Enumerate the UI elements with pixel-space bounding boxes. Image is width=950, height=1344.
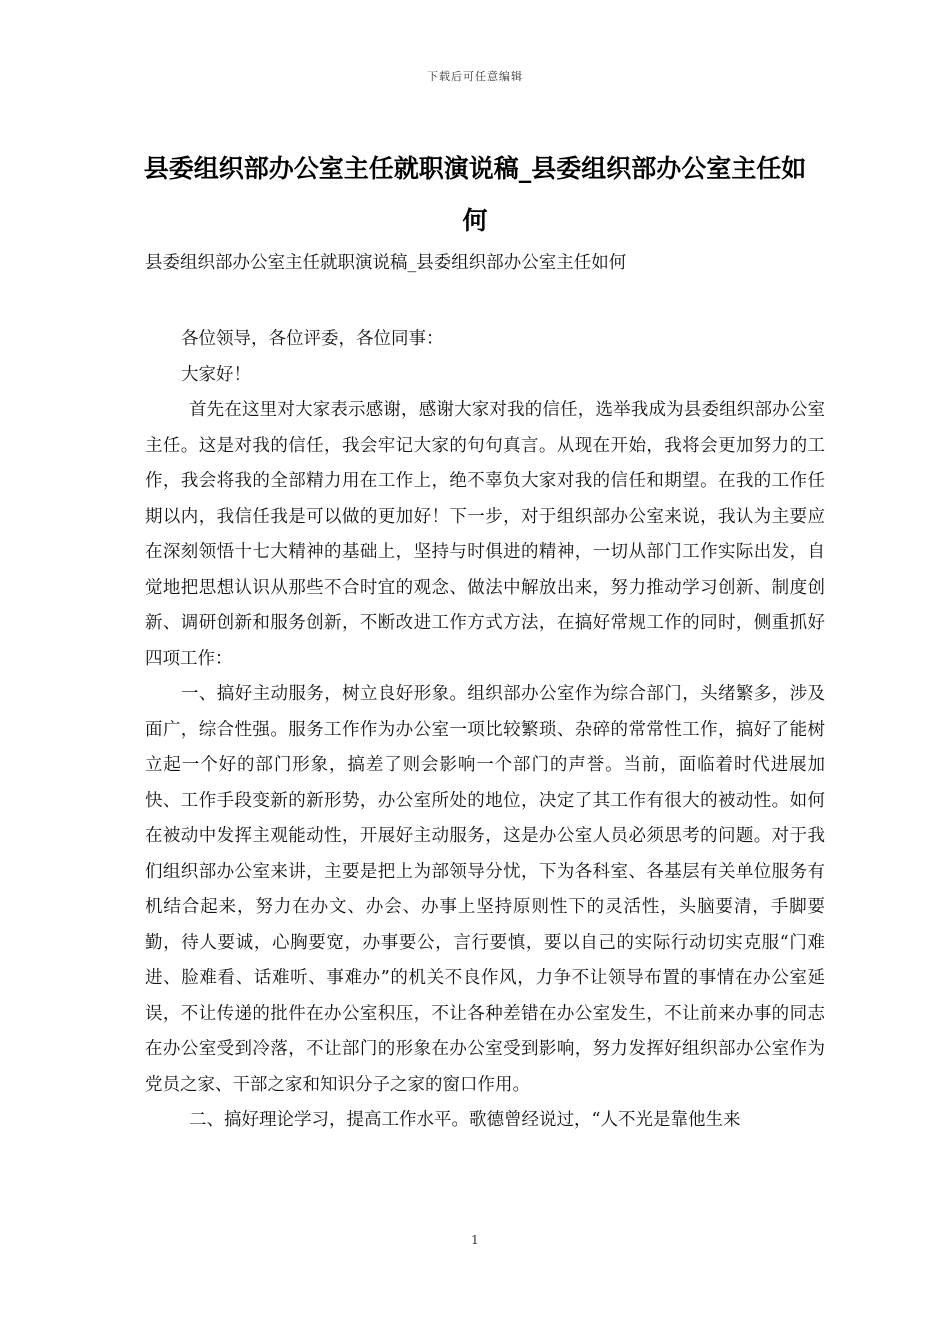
document-title: 县委组织部办公室主任就职演说稿_县委组织部办公室主任如何 <box>143 154 807 235</box>
point-one-paragraph: 一、搞好主动服务，树立良好形象。组织部办公室作为综合部门，头绪繁多，涉及面广，综合性强。服务工作作为办公室一项比较繁琐、杂碎的常常性工作，搞好了能树立起一个好的部门形象，搞差了则会影响一个部门的声誉。当前，面临着时代进展加快、工作手段变新的新形势，办公室所处的地位，决定了其工作有很大的被动性。如何在被动中发挥主观能动性，开展好主动服务，这是办公室人员必须思考的问题。对于我们组织部办公室来讲，主要是把上为部领导分忧，下为各科室、各基层有关单位服务有机结合起来，努力在办文、办会、办事上坚持原则性下的灵活性，头脑要清，手脚要勤，待人要诚，心胸要宽，办事要公，言行要慎，要以自己的实际行动切实克服“门难进、脸难看、话难听、事难办”的机关不良作风，力争不让领导布置的事情在办公室延误，不让传递的批件在办公室积压，不让各种差错在办公室发生，不让前来办事的同志在办公室受到冷落，不让部门的形象在办公室受到影响，努力发挥好组织部办公室作为党员之家、干部之家和知识分子之家的窗口作用。 <box>145 684 825 1095</box>
greeting-paragraph: 大家好！ <box>181 364 251 385</box>
document-subtitle: 县委组织部办公室主任就职演说稿_县委组织部办公室主任如何 <box>145 253 627 273</box>
page-number: 1 <box>471 1233 479 1247</box>
header-note: 下载后可任意编辑 <box>427 70 523 83</box>
document-body <box>145 322 825 1139</box>
salutation-paragraph: 各位领导，各位评委，各位同事： <box>181 329 444 349</box>
point-two-paragraph: 二、搞好理论学习，提高工作水平。歌德曾经说过，“人不光是靠他生来 <box>189 1110 741 1130</box>
intro-paragraph: 首先在这里对大家表示感谢，感谢大家对我的信任，选举我成为县委组织部办公室主任。这是对我的信任，我会牢记大家的句句真言。从现在开始，我将会更加努力的工作，我会将我的全部精力用在工作上，绝不辜负大家对我的信任和期望。在我的工作任期以内，我信任我是可以做的更加好！下一步，对于组织部办公室来说，我认为主要应在深刻领悟十七大精神的基础上，坚持与时俱进的精神，一切从部门工作实际出发，自觉地把思想认识从那些不合时宜的观念、做法中解放出来，努力推动学习创新、制度创新、调研创新和服务创新，不断改进工作方式方法，在搞好常规工作的同时，侧重抓好四项工作： <box>145 400 825 669</box>
